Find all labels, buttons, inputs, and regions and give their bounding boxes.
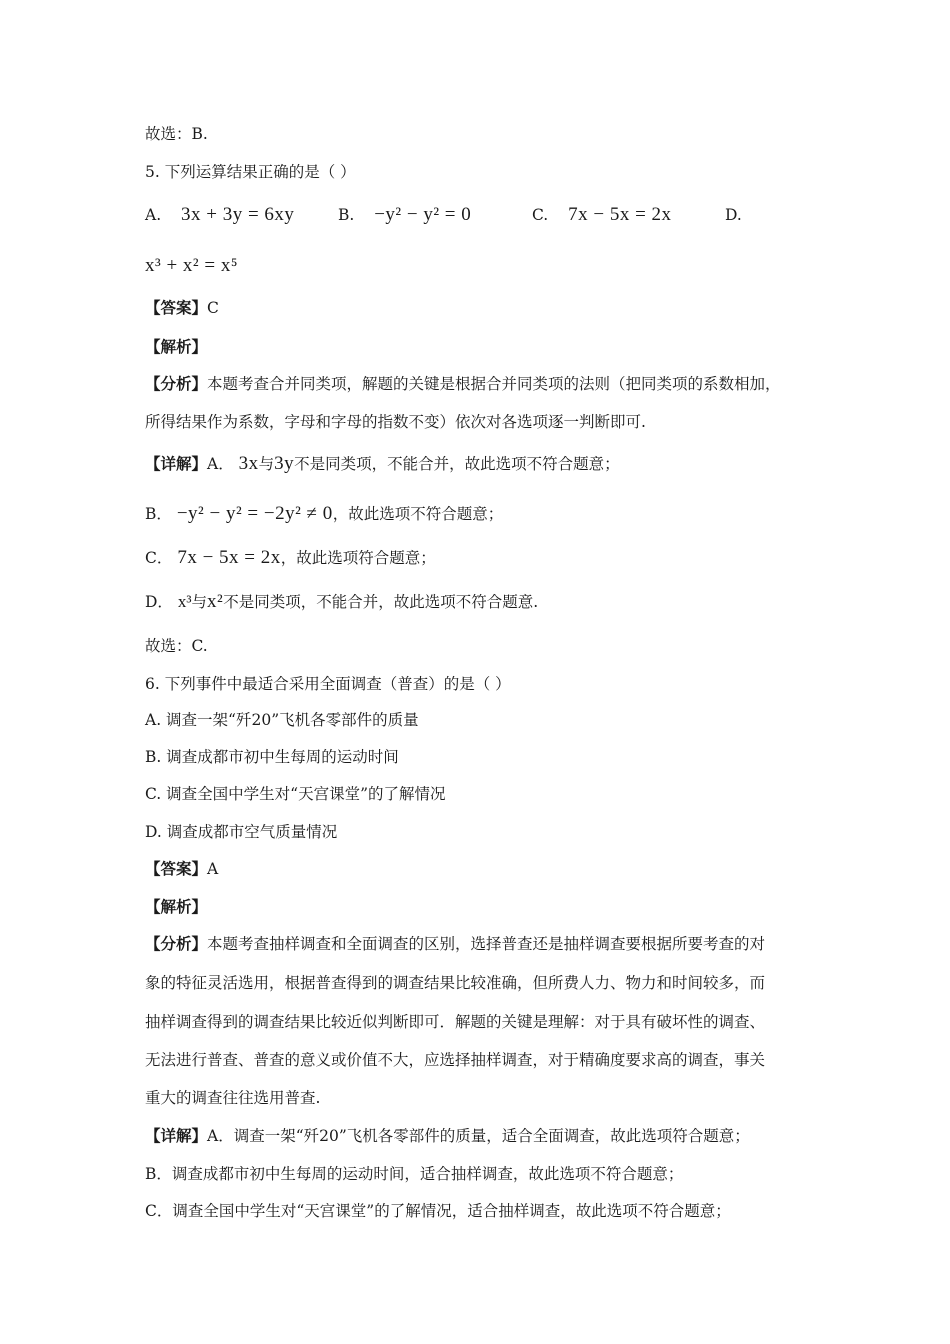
q5-stem: 5. 下列运算结果正确的是（ ） bbox=[145, 163, 356, 181]
q5-conclusion: 故选：C. bbox=[145, 637, 208, 655]
option-expression: 3x + 3y = 6xy bbox=[181, 204, 295, 225]
q5-analysis-line-2: 所得结果作为系数，字母和字母的指数不变）依次对各选项逐一判断即可. bbox=[145, 413, 646, 431]
detail-prefix: A． bbox=[207, 455, 234, 473]
q6-option-d: D. 调查成都市空气质量情况 bbox=[145, 823, 338, 841]
answer-value: C bbox=[207, 299, 219, 317]
detail-text: 与 bbox=[191, 593, 207, 611]
answer-tag: 【答案】 bbox=[145, 298, 208, 317]
detail-text: A．调查一架“歼20”飞机各零部件的质量，适合全面调查，故此选项符合题意； bbox=[207, 1127, 750, 1145]
option-label: A. bbox=[145, 206, 162, 224]
xiangjie-tag: 【详解】 bbox=[145, 454, 208, 473]
analysis-tag: 【解析】 bbox=[145, 897, 208, 916]
math-expression: x² bbox=[207, 591, 224, 612]
q6-analysis-line-1 bbox=[145, 934, 765, 954]
option-expression: −y² − y² = 0 bbox=[374, 204, 472, 225]
xiangjie-tag: 【详解】 bbox=[145, 1126, 208, 1145]
previous-conclusion: 故选：B. bbox=[145, 125, 208, 143]
q6-option-a: A. 调查一架“歼20”飞机各零部件的质量 bbox=[145, 711, 419, 729]
q5-option-d-expression: x³ + x² = x⁵ bbox=[145, 255, 238, 276]
q5-detail-a bbox=[145, 454, 620, 474]
detail-prefix: D． bbox=[145, 593, 173, 611]
q5-answer bbox=[145, 298, 219, 318]
option-label: D. bbox=[725, 206, 742, 224]
detail-text: 与 bbox=[258, 455, 275, 473]
q6-answer bbox=[145, 859, 218, 879]
option-label: C. bbox=[532, 206, 549, 224]
q6-analysis-line-5: 重大的调查往往选用普查. bbox=[145, 1089, 321, 1107]
q6-analysis-heading bbox=[145, 897, 207, 917]
answer-value: A bbox=[207, 860, 219, 878]
option-label: B. bbox=[338, 206, 355, 224]
q6-detail-a bbox=[145, 1126, 750, 1146]
math-expression: 7x − 5x = 2x bbox=[177, 547, 281, 568]
q5-analysis-heading bbox=[145, 337, 207, 357]
q5-analysis-line-1 bbox=[145, 374, 781, 394]
q6-analysis-line-4: 无法进行普查、普查的意义或价值不大，应选择抽样调查，对于精确度要求高的调查，事关 bbox=[145, 1051, 766, 1069]
q6-detail-c: C．调查全国中学生对“天宫课堂”的了解情况，适合抽样调查，故此选项不符合题意； bbox=[145, 1202, 731, 1220]
math-expression: 3x bbox=[238, 453, 259, 474]
detail-prefix: C． bbox=[145, 549, 173, 567]
detail-text: ，故此选项不符合题意； bbox=[332, 505, 504, 523]
fenxi-tag: 【分析】 bbox=[145, 374, 208, 393]
analysis-text: 本题考查抽样调查和全面调查的区别，选择普查还是抽样调查要根据所要考查的对 bbox=[207, 935, 766, 953]
q5-detail-c bbox=[145, 548, 436, 568]
answer-tag: 【答案】 bbox=[145, 859, 208, 878]
q5-option-c bbox=[532, 205, 672, 225]
q6-analysis-line-2: 象的特征灵活选用，根据普查得到的调查结果比较准确，但所费人力、物力和时间较多，而 bbox=[145, 974, 766, 992]
q5-detail-d bbox=[145, 592, 538, 612]
detail-text: 不是同类项，不能合并，故此选项不符合题意； bbox=[294, 455, 620, 473]
q6-option-c: C. 调查全国中学生对“天宫课堂”的了解情况 bbox=[145, 785, 446, 803]
analysis-tag: 【解析】 bbox=[145, 337, 208, 356]
detail-prefix: B． bbox=[145, 505, 172, 523]
q6-detail-b: B．调查成都市初中生每周的运动时间，适合抽样调查，故此选项不符合题意； bbox=[145, 1165, 684, 1183]
analysis-text: 本题考查合并同类项，解题的关键是根据合并同类项的法则（把同类项的系数相加， bbox=[207, 375, 781, 393]
detail-text: ，故此选项符合题意； bbox=[280, 549, 436, 567]
math-expression: x³ bbox=[177, 592, 192, 611]
q5-option-d bbox=[725, 205, 742, 225]
fenxi-tag: 【分析】 bbox=[145, 934, 208, 953]
q6-analysis-line-3: 抽样调查得到的调查结果比较近似判断即可．解题的关键是理解：对于具有破坏性的调查、 bbox=[145, 1013, 766, 1031]
q6-option-b: B. 调查成都市初中生每周的运动时间 bbox=[145, 748, 399, 766]
option-expression: 7x − 5x = 2x bbox=[568, 204, 672, 225]
math-expression: −y² − y² = −2y² ≠ 0 bbox=[176, 503, 333, 524]
q5-option-b bbox=[338, 205, 471, 225]
detail-text: 不是同类项，不能合并，故此选项不符合题意. bbox=[223, 593, 539, 611]
math-expression: 3y bbox=[274, 453, 295, 474]
q5-detail-b bbox=[145, 504, 503, 524]
q5-option-a bbox=[145, 205, 294, 225]
q6-stem: 6. 下列事件中最适合采用全面调查（普查）的是（ ） bbox=[145, 675, 511, 693]
